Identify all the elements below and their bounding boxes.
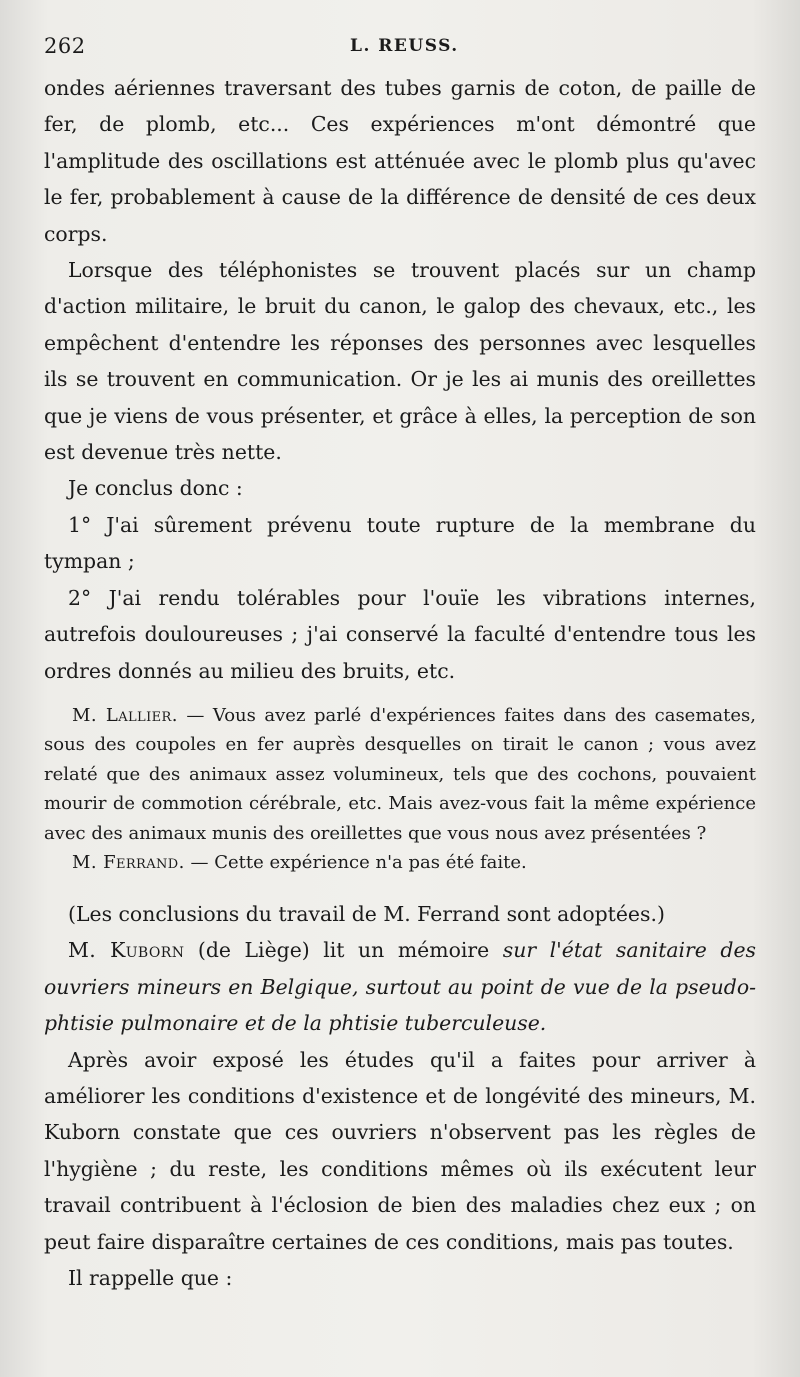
paragraph-conclusion-intro: Je conclus donc : [68, 476, 243, 501]
paragraph-kuborn-recall: Il rappelle que : [68, 1265, 233, 1290]
paragraph-conclusion-1: 1° J'ai sûrement prévenu toute rupture de la membrane du tympan ; [44, 512, 756, 574]
speaker-ferrand: M. Ferrand. [72, 852, 185, 874]
ferrand-answer: — Cette expérience n'a pas été faite. [184, 852, 527, 874]
paragraph-conclusion-2: 2° J'ai rendu tolérables pour l'ouïe les vibrations internes, autrefois douloureuses ; j'ai conservé la faculté d'entendre tous les ordres donnés au milieu des bruits, etc. [44, 585, 756, 683]
discussion-lallier [44, 701, 756, 849]
page-number: 262 [44, 34, 86, 58]
body-text [44, 70, 756, 1296]
running-head: L. REUSS. [350, 36, 459, 56]
paragraph-kuborn-summary: Après avoir exposé les études qu'il a faites pour arriver à améliorer les conditions d'existence et de longévité des mineurs, M. Kuborn constate que ces ouvriers n'observent pas les règles de l'hygiène ; du reste, les conditions mêmes où ils exécutent leur travail contribuent à l'éclosion de bien des maladies chez eux ; on peut faire disparaître certaines de ces conditions, mais pas toutes. [44, 1047, 756, 1254]
discussion-ferrand [44, 848, 756, 878]
page-header [44, 32, 752, 62]
speaker-kuborn: M. Kuborn [68, 938, 185, 963]
speaker-lallier: M. Lallier. [72, 704, 178, 726]
paragraph-telephonists: Lorsque des téléphonistes se trouvent placés sur un champ d'action militaire, le bruit du canon, le galop des chevaux, etc., les empêchent d'entendre les réponses des personnes avec lesquelles ils se trouvent en communication. Or je les ai munis des oreillettes que je viens de vous présenter, et grâce à elles, la perception de son est devenue très nette. [44, 258, 756, 465]
paragraph-kuborn-memoir [44, 932, 756, 1041]
kuborn-intro: (de Liège) lit un mémoire [184, 938, 503, 963]
memoir-title: sur l'état sanitaire des ouvriers mineurs en Belgique, surtout au point de vue de la pseudo-phtisie pulmonaire et de la phtisie tuberculeuse. [44, 938, 757, 1036]
lallier-question: — Vous avez parlé d'expériences faites dans des casemates, sous des coupoles en fer auprès desquelles on tirait le canon ; vous avez relaté que des animaux assez volumineux, tels que des cochons, pouvaient mourir de commotion cérébrale, etc. Mais avez-vous fait la même expérience avec des animaux munis des oreillettes que vous nous avez présentées ? [44, 704, 756, 844]
paragraph-experiments: ondes aériennes traversant des tubes garnis de coton, de paille de fer, de plomb, etc... Ces expériences m'ont démontré que l'amplitude des oscillations est atténuée avec le plomb plus qu'avec le fer, probablement à cause de la différence de densité de ces deux corps. [44, 76, 756, 246]
conclusion-adopted-note: (Les conclusions du travail de M. Ferrand sont adoptées.) [68, 901, 665, 926]
